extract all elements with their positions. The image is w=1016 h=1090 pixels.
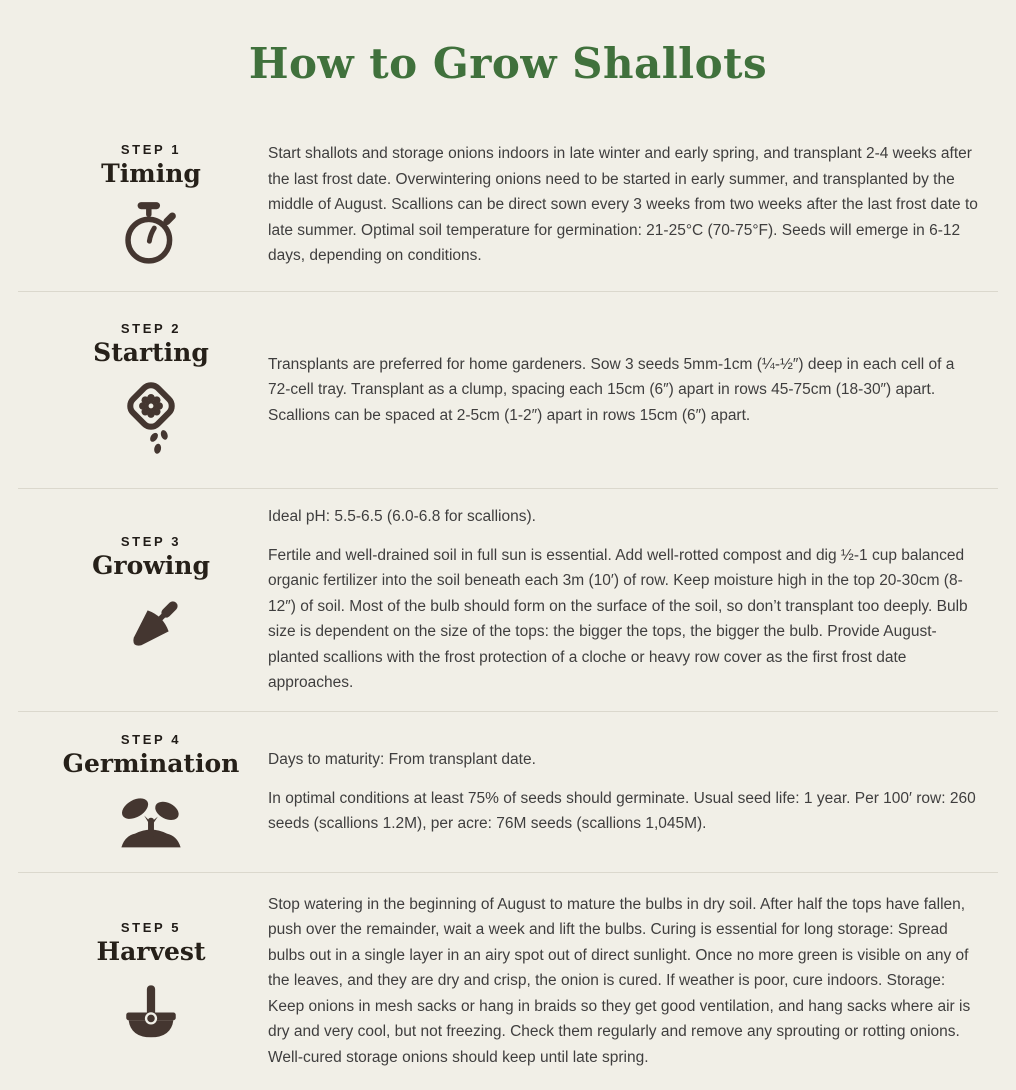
step-text-block (268, 504, 1016, 696)
step-title: Growing (92, 551, 210, 581)
step-paragraph: Days to maturity: From transplant date. (268, 751, 536, 769)
sprout-icon (110, 788, 192, 852)
step-section-growing (0, 489, 1016, 711)
step-title: Timing (101, 159, 201, 189)
step-heading-block (0, 321, 268, 459)
step-section-germination (0, 712, 1016, 872)
step-section-timing (0, 119, 1016, 291)
step-paragraph: Transplants are preferred for home gardeners. Sow 3 seeds 5mm-1cm (¼-½″) deep in each cell of a 72-cell tray. Transplant as a clump, spacing each 15cm (6″) apart in rows 45-75cm (18-30″) apart. Scallions can be spaced at 2-5cm (1-2″) apart in rows 15cm (6″) apart. (268, 355, 955, 424)
step-section-harvest (0, 873, 1016, 1089)
step-section-starting (0, 292, 1016, 488)
step-label: STEP 4 (120, 732, 182, 748)
trowel-icon (113, 590, 189, 666)
step-paragraph: Fertile and well-drained soil in full sun is essential. Add well-rotted compost and dig ½-1 cup balanced organic fertilizer into the soil beneath each 3m (10′) of row. Keep moisture high in the top 20-30cm (8-12″) of soil. Most of the bulb should form on the surface of the soil, so don’t transplant too deeply. Bulb size is dependent on the size of the tops: the bigger the tops, the bigger the bulb. Provide August-planted scallions with the frost protection of a cloche or heavy row cover as the first frost date approaches. (268, 546, 968, 692)
step-title: Harvest (96, 937, 206, 967)
basket-icon (113, 976, 189, 1042)
step-title: Germination (62, 749, 240, 779)
step-paragraph: Ideal pH: 5.5-6.5 (6.0-6.8 for scallions). (268, 508, 536, 526)
step-paragraph: Start shallots and storage onions indoors in late winter and early spring, and transplant 2-4 weeks after the last frost date. Overwintering onions need to be started in early summer, and transplanted by the middle of August. Scallions can be direct sown every 3 weeks from two weeks after the last frost date to late summer. Optimal soil temperature for germination: 21-25°C (70-75°F). Seeds will emerge in 6-12 days, depending on conditions. (268, 145, 978, 265)
step-heading-block (0, 920, 268, 1042)
step-text-block (268, 892, 1016, 1071)
step-title: Starting (93, 338, 209, 368)
step-label: STEP 5 (120, 920, 182, 936)
step-label: STEP 2 (120, 321, 182, 337)
step-paragraph: In optimal conditions at least 75% of seeds should germinate. Usual seed life: 1 year. Per 100′ row: 260 seeds (scallions 1.2M), per acre: 76M seeds (scallions 1,045M). (268, 789, 976, 833)
step-text-block (268, 141, 1016, 269)
step-text-block (268, 747, 1016, 837)
step-label: STEP 1 (120, 142, 182, 158)
step-paragraph: Stop watering in the beginning of August to mature the bulbs in dry soil. After half the tops have fallen, push over the remainder, wait a week and lift the bulbs. Curing is essential for long storage: Spread bulbs out in a single layer in an airy spot out of direct sunlight. Once no more green is visible on any of the leaves, and they are dry and crisp, the onion is cured. If weather is poor, cure indoors. Storage: Keep onions in mesh sacks or hang in braids so they get good ventilation, and hang sacks where air is dry and very cool, but not freezing. Check them regularly and remove any sprouting or rotting onions. Well-cured storage onions should keep until late spring. (268, 895, 971, 1066)
seed-packet-icon (112, 377, 190, 459)
step-heading-block (0, 142, 268, 268)
step-label: STEP 3 (120, 534, 182, 550)
step-heading-block (0, 534, 268, 666)
page-title: How to Grow Shallots (248, 39, 768, 88)
step-heading-block (0, 732, 268, 852)
stopwatch-icon (116, 198, 186, 268)
page-header (0, 0, 1016, 119)
step-text-block (268, 352, 1016, 429)
